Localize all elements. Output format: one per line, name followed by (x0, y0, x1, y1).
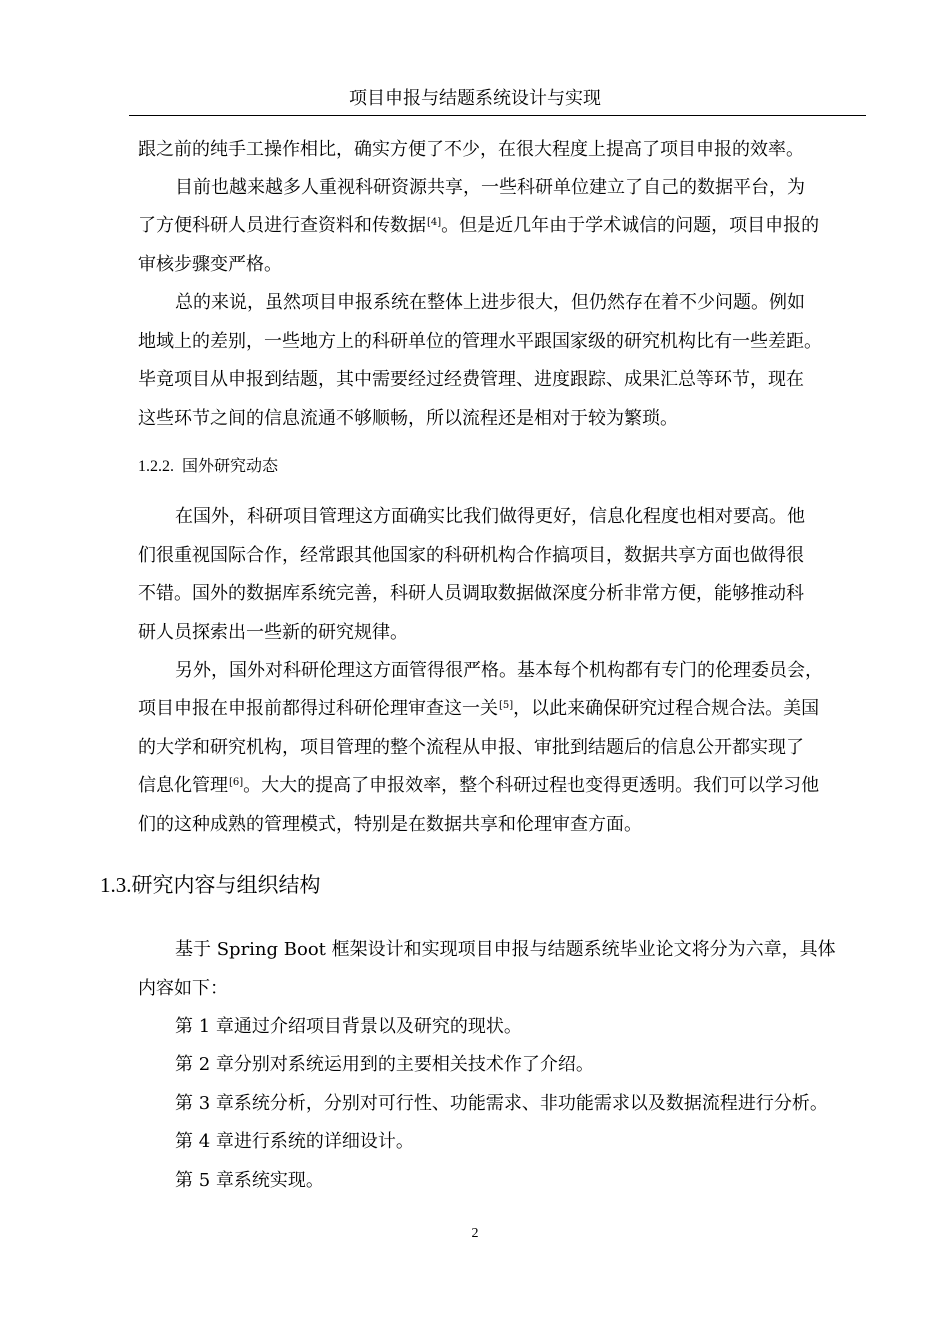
text-line: 们的这种成熟的管理模式，特别是在数据共享和伦理审查方面。 (138, 814, 642, 835)
running-header: 项目申报与结题系统设计与实现 (349, 88, 601, 109)
text-line: 们很重视国际合作，经常跟其他国家的科研机构合作搞项目，数据共享方面也做得很 (138, 545, 804, 566)
list-item: 第 5 章系统实现。 (175, 1170, 324, 1191)
text-span: ，以此来确保研究过程合规合法。美国 (513, 698, 820, 719)
list-item: 第 2 章分别对系统运用到的主要相关技术作了介绍。 (175, 1054, 594, 1075)
text-span: 了方便科研人员进行查资料和传数据 (138, 215, 426, 236)
header-rule (129, 115, 866, 116)
text-line: 另外，国外对科研伦理这方面管得很严格。基本每个机构都有专门的伦理委员会， (175, 660, 823, 681)
text-line: 这些环节之间的信息流通不够顺畅，所以流程还是相对于较为繁琐。 (138, 408, 678, 429)
section-heading-1-2-2 (138, 455, 278, 478)
text-line: 毕竟项目从申报到结题，其中需要经过经费管理、进度跟踪、成果汇总等环节，现在 (138, 369, 804, 390)
text-line: 研人员探索出一些新的研究规律。 (138, 622, 408, 643)
citation-ref: [4] (427, 217, 442, 228)
list-item: 第 3 章系统分析，分别对可行性、功能需求、非功能需求以及数据流程进行分析。 (175, 1093, 828, 1114)
heading-number: 1.3. (100, 873, 132, 897)
text-line: 不错。国外的数据库系统完善，科研人员调取数据做深度分析非常方便，能够推动科 (138, 583, 804, 604)
text-line: 目前也越来越多人重视科研资源共享，一些科研单位建立了自己的数据平台，为 (175, 177, 805, 198)
text-line: 地域上的差别，一些地方上的科研单位的管理水平跟国家级的研究机构比有一些差距。 (138, 331, 822, 352)
text-line: 跟之前的纯手工操作相比，确实方便了不少，在很大程度上提高了项目申报的效率。 (138, 139, 804, 160)
text-line: 审核步骤变严格。 (138, 254, 282, 275)
text-span: 。大大的提高了申报效率，整个科研过程也变得更透明。我们可以学习他 (243, 775, 820, 796)
text-line: 内容如下： (138, 978, 228, 999)
text-span: 。但是近几年由于学术诚信的问题，项目申报的 (441, 215, 820, 236)
text-span: 信息化管理 (138, 775, 228, 796)
list-item: 第 4 章进行系统的详细设计。 (175, 1131, 414, 1152)
citation-ref: [5] (499, 700, 514, 711)
text-line: 基于 Spring Boot 框架设计和实现项目申报与结题系统毕业论文将分为六章，具体 (175, 939, 836, 960)
text-line: 总的来说，虽然项目申报系统在整体上进步很大，但仍然存在着不少问题。例如 (175, 292, 805, 313)
text-line: 的大学和研究机构，项目管理的整个流程从申报、审批到结题后的信息公开都实现了 (138, 737, 804, 758)
text-line: 在国外，科研项目管理这方面确实比我们做得更好，信息化程度也相对要高。他 (175, 506, 805, 527)
text-line (138, 698, 819, 720)
heading-number: 1.2.2. (138, 458, 174, 475)
section-heading-1-3 (100, 871, 321, 899)
citation-ref: [6] (229, 777, 244, 788)
heading-title: 国外研究动态 (182, 456, 279, 475)
page-number: 2 (471, 1226, 479, 1241)
list-item: 第 1 章通过介绍项目背景以及研究的现状。 (175, 1016, 522, 1037)
heading-title: 研究内容与组织结构 (131, 873, 321, 897)
text-span: 项目申报在申报前都得过科研伦理审查这一关 (138, 698, 498, 719)
text-line (138, 775, 819, 797)
text-line (138, 215, 819, 237)
